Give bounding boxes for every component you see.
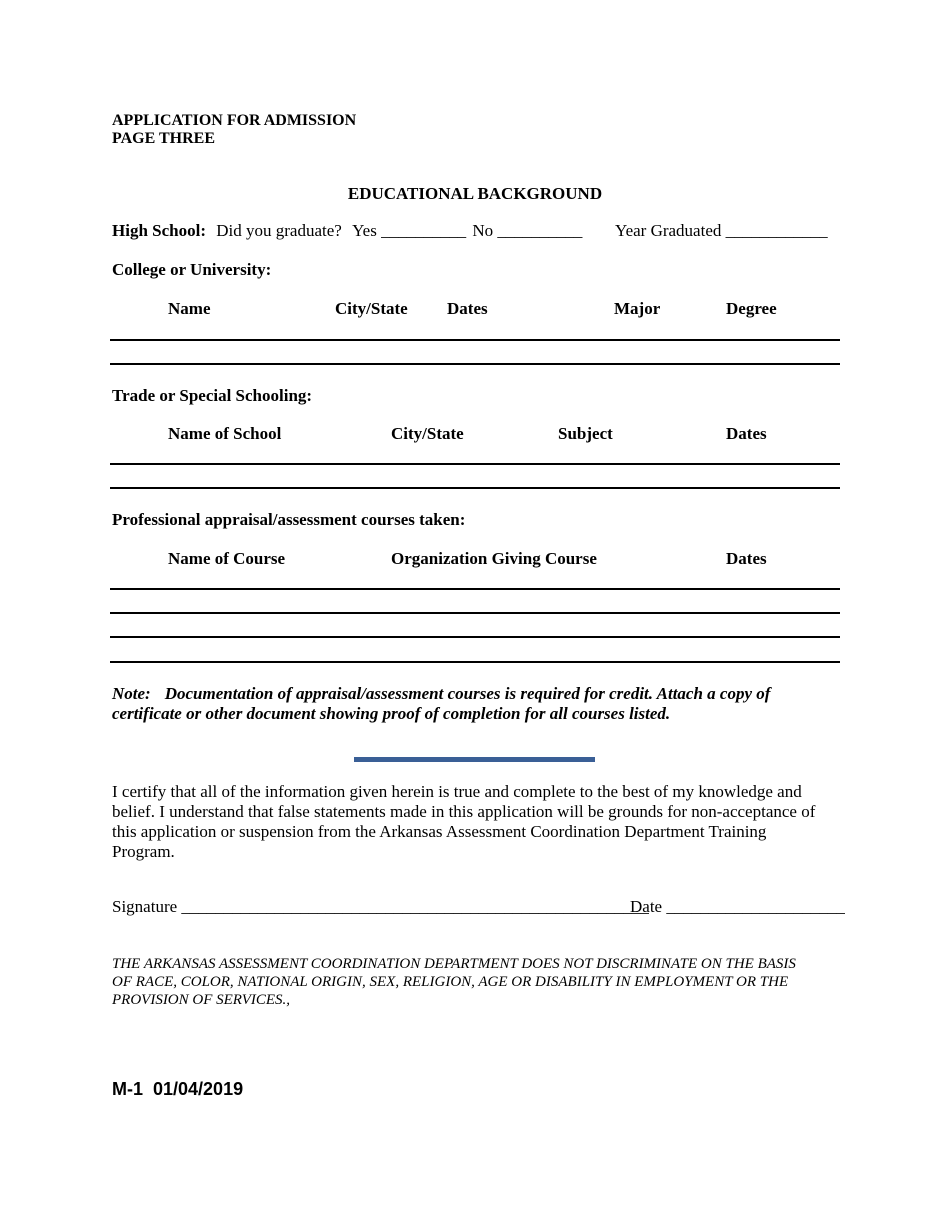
date-field[interactable]: Date _____________________ xyxy=(630,897,845,916)
note-line-2: certificate or other document showing proof of completion for all courses listed. xyxy=(112,704,671,723)
certification-line-1: I certify that all of the information given herein is true and complete to the best of my knowledge and xyxy=(112,782,802,801)
signature-field[interactable]: Signature _______________________________________________________ xyxy=(112,897,649,916)
trade-col-subject: Subject xyxy=(558,424,613,443)
college-col-degree: Degree xyxy=(726,299,777,318)
disclaimer-line-3: PROVISION OF SERVICES., xyxy=(112,992,291,1008)
trade-label: Trade or Special Schooling: xyxy=(112,386,313,405)
appraisal-col-dates: Dates xyxy=(726,549,767,568)
high-school-label: High School: xyxy=(112,221,206,240)
section-divider xyxy=(354,757,595,762)
college-col-name: Name xyxy=(168,299,211,318)
certification-line-4: Program. xyxy=(112,842,175,861)
disclaimer-line-2: OF RACE, COLOR, NATIONAL ORIGIN, SEX, RELIGION, AGE OR DISABILITY IN EMPLOYMENT OR THE xyxy=(112,974,789,990)
trade-col-dates: Dates xyxy=(726,424,767,443)
appraisal-entry-line[interactable] xyxy=(110,612,840,614)
graduate-no-field[interactable]: No __________ xyxy=(472,221,583,240)
appraisal-entry-line[interactable] xyxy=(110,661,840,663)
certification-line-2: belief. I understand that false statements made in this application will be grounds for non-acceptance of xyxy=(112,802,816,821)
graduate-yes-field[interactable]: Yes __________ xyxy=(352,221,467,240)
form-id: M-1 01/04/2019 xyxy=(112,1079,244,1099)
trade-entry-line[interactable] xyxy=(110,463,840,465)
trade-col-school: Name of School xyxy=(168,424,282,443)
certification-line-3: this application or suspension from the Arkansas Assessment Coordination Department Training xyxy=(112,822,767,841)
trade-col-city-state: City/State xyxy=(391,424,464,443)
appraisal-entry-line[interactable] xyxy=(110,588,840,590)
college-entry-line[interactable] xyxy=(110,339,840,341)
form-title: APPLICATION FOR ADMISSION xyxy=(112,112,357,129)
appraisal-label: Professional appraisal/assessment courses taken: xyxy=(112,510,466,529)
appraisal-col-course: Name of Course xyxy=(168,549,286,568)
section-title: EDUCATIONAL BACKGROUND xyxy=(347,184,603,203)
note-line-1 xyxy=(112,684,770,704)
note-text-1: Documentation of appraisal/assessment courses is required for credit. Attach a copy of xyxy=(164,684,771,703)
college-col-city-state: City/State xyxy=(335,299,408,318)
appraisal-entry-line[interactable] xyxy=(110,636,840,638)
graduate-question: Did you graduate? xyxy=(216,221,342,240)
college-col-major: Major xyxy=(614,299,661,318)
college-entry-line[interactable] xyxy=(110,363,840,365)
note-lead: Note: xyxy=(112,684,151,703)
disclaimer-line-1: THE ARKANSAS ASSESSMENT COORDINATION DEPARTMENT DOES NOT DISCRIMINATE ON THE BASIS xyxy=(112,956,796,972)
page-label: PAGE THREE xyxy=(112,130,215,147)
appraisal-col-organization: Organization Giving Course xyxy=(391,549,597,568)
college-label: College or University: xyxy=(112,260,272,279)
college-col-dates: Dates xyxy=(447,299,488,318)
high-school-row xyxy=(112,221,582,241)
trade-entry-line[interactable] xyxy=(110,487,840,489)
year-graduated-field[interactable]: Year Graduated ____________ xyxy=(615,221,828,240)
